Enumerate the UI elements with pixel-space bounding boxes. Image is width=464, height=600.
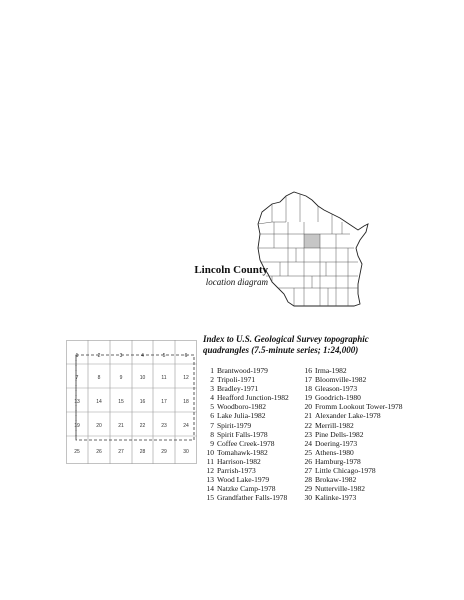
quadrangle-number: 22 bbox=[304, 420, 312, 430]
quadrangle-item bbox=[204, 439, 289, 448]
quadrangle-number: 14 bbox=[206, 484, 214, 494]
quadrangle-item bbox=[204, 484, 289, 493]
quadrangle-name: Bradley-1971 bbox=[217, 384, 259, 394]
lincoln-county-highlight bbox=[304, 234, 320, 248]
quadrangle-name: Bloomville-1982 bbox=[315, 375, 367, 385]
quadrangle-name: Merrill-1982 bbox=[315, 420, 354, 430]
quadrangle-number: 5 bbox=[210, 402, 214, 412]
quadrangle-name: Parrish-1973 bbox=[217, 466, 256, 476]
quadrangle-name: Coffee Creek-1978 bbox=[217, 438, 275, 448]
grid-cell-number: 17 bbox=[161, 399, 167, 405]
quadrangle-name: Grandfather Falls-1978 bbox=[217, 493, 288, 503]
quadrangle-name: Lake Julia-1982 bbox=[217, 411, 266, 421]
quadrangle-number: 21 bbox=[304, 411, 312, 421]
quadrangle-name: Heafford Junction-1982 bbox=[217, 393, 289, 403]
quadrangle-name: Doering-1973 bbox=[315, 438, 358, 448]
quadrangle-number: 18 bbox=[304, 384, 312, 394]
quadrangle-list-left bbox=[204, 366, 289, 502]
quadrangle-item bbox=[302, 411, 403, 420]
grid-cell-number: 9 bbox=[119, 375, 123, 381]
quadrangle-item bbox=[302, 439, 403, 448]
grid-cell-number: 5 bbox=[162, 353, 166, 359]
quadrangle-number: 19 bbox=[304, 393, 312, 403]
quadrangle-name: Pine Dells-1982 bbox=[315, 429, 364, 439]
quadrangle-item bbox=[204, 402, 289, 411]
quadrangle-item bbox=[302, 384, 403, 393]
index-title-line2: quadrangles (7.5-minute series; 1:24,000) bbox=[203, 345, 359, 355]
quadrangle-name: Fromm Lookout Tower-1978 bbox=[315, 402, 403, 412]
grid-cell-number: 4 bbox=[141, 353, 144, 359]
quadrangle-item bbox=[302, 475, 403, 484]
quadrangle-number: 30 bbox=[304, 493, 312, 503]
quadrangle-name: Natzke Camp-1978 bbox=[217, 484, 276, 494]
quadrangle-list-right bbox=[302, 366, 403, 502]
quadrangle-number: 15 bbox=[206, 493, 214, 503]
quadrangle-name: Brokaw-1982 bbox=[315, 475, 357, 485]
grid-cell-number: 15 bbox=[118, 399, 124, 405]
quadrangle-name: Nutterville-1982 bbox=[315, 484, 365, 494]
quadrangle-name: Spirit-1979 bbox=[217, 420, 252, 430]
index-title bbox=[203, 334, 443, 356]
quadrangle-name: Harrison-1982 bbox=[217, 456, 261, 466]
grid-cell-number: 23 bbox=[161, 423, 167, 429]
grid-cell-number: 11 bbox=[161, 375, 167, 381]
quadrangle-item bbox=[302, 457, 403, 466]
quadrangle-number: 12 bbox=[206, 466, 214, 476]
quadrangle-item bbox=[204, 448, 289, 457]
quadrangle-item bbox=[302, 402, 403, 411]
grid-cell-number: 21 bbox=[118, 423, 124, 429]
quadrangle-item bbox=[204, 430, 289, 439]
quadrangle-name: Alexander Lake-1978 bbox=[315, 411, 381, 421]
quadrangle-name: Tomahawk-1982 bbox=[217, 447, 268, 457]
quadrangle-number: 11 bbox=[206, 456, 214, 466]
quadrangle-number: 25 bbox=[304, 447, 312, 457]
quadrangle-number: 9 bbox=[210, 438, 214, 448]
quadrangle-name: Brantwood-1979 bbox=[217, 366, 268, 375]
grid-cell-number: 14 bbox=[96, 399, 102, 405]
quadrangle-name: Irma-1982 bbox=[315, 366, 347, 375]
quadrangle-name: Hamburg-1978 bbox=[315, 456, 361, 466]
grid-cell-number: 29 bbox=[161, 449, 167, 455]
quadrangle-item bbox=[204, 466, 289, 475]
quadrangle-name: Gleason-1973 bbox=[315, 384, 358, 394]
grid-cell-number: 30 bbox=[183, 449, 189, 455]
quadrangle-number: 16 bbox=[304, 366, 312, 375]
quadrangle-item bbox=[204, 421, 289, 430]
quadrangle-item bbox=[302, 430, 403, 439]
grid-cell-number: 10 bbox=[139, 375, 146, 381]
quadrangle-index-grid bbox=[66, 340, 197, 464]
quadrangle-item bbox=[302, 484, 403, 493]
grid-cell-number: 20 bbox=[96, 423, 102, 429]
index-title-line1: Index to U.S. Geological Survey topographic bbox=[203, 334, 369, 344]
quadrangle-item bbox=[204, 475, 289, 484]
quadrangle-number: 23 bbox=[304, 429, 312, 439]
grid-cell-number: 1 bbox=[75, 353, 79, 359]
county-boundary-dashed bbox=[76, 355, 194, 440]
quadrangle-number: 20 bbox=[304, 402, 312, 412]
quadrangle-item bbox=[204, 457, 289, 466]
location-subtitle: location diagram bbox=[205, 277, 268, 287]
location-caption bbox=[174, 264, 268, 288]
quadrangle-number: 27 bbox=[304, 466, 312, 476]
grid-cell-number: 26 bbox=[96, 449, 102, 455]
quadrangle-item bbox=[302, 448, 403, 457]
quadrangle-number: 24 bbox=[304, 438, 312, 448]
quadrangle-name: Little Chicago-1978 bbox=[315, 466, 376, 476]
quadrangle-name: Woodboro-1982 bbox=[217, 402, 266, 412]
quadrangle-number: 8 bbox=[210, 429, 214, 439]
quadrangle-number: 13 bbox=[206, 475, 214, 485]
state-outline bbox=[258, 192, 368, 306]
grid-cell-number: 28 bbox=[139, 449, 146, 455]
quadrangle-name: Wood Lake-1979 bbox=[217, 475, 270, 485]
quadrangle-item bbox=[204, 411, 289, 420]
grid-cell-number: 7 bbox=[75, 375, 79, 381]
quadrangle-number: 2 bbox=[210, 375, 214, 385]
grid-cell-number: 12 bbox=[183, 375, 189, 381]
quadrangle-item bbox=[302, 493, 403, 502]
quadrangle-number: 29 bbox=[304, 484, 312, 494]
quadrangle-number: 17 bbox=[304, 375, 312, 385]
wisconsin-location-map bbox=[254, 182, 374, 318]
quadrangle-item bbox=[302, 393, 403, 402]
grid-cell-number: 22 bbox=[139, 423, 146, 429]
quadrangle-number: 26 bbox=[304, 456, 312, 466]
quadrangle-item bbox=[302, 366, 403, 375]
county-title: Lincoln County bbox=[194, 264, 268, 276]
grid-cell-number: 3 bbox=[119, 353, 123, 359]
quadrangle-item bbox=[302, 375, 403, 384]
quadrangle-number: 4 bbox=[210, 393, 214, 403]
quadrangle-item bbox=[204, 366, 289, 375]
quadrangle-item bbox=[204, 393, 289, 402]
grid-cell-number: 19 bbox=[74, 423, 80, 429]
quadrangle-number: 7 bbox=[210, 420, 214, 430]
quadrangle-item bbox=[204, 384, 289, 393]
grid-cell-number: 27 bbox=[118, 449, 124, 455]
grid-cell-number: 13 bbox=[74, 399, 80, 405]
grid-cell-number: 2 bbox=[97, 353, 101, 359]
quadrangle-name: Kalinke-1973 bbox=[315, 493, 357, 503]
quadrangle-name: Spirit Falls-1978 bbox=[217, 429, 268, 439]
grid-cell-number: 25 bbox=[74, 449, 80, 455]
quadrangle-name: Tripoli-1971 bbox=[217, 375, 256, 385]
quadrangle-number: 28 bbox=[304, 475, 312, 485]
grid-cell-number: 6 bbox=[184, 353, 188, 359]
quadrangle-number: 6 bbox=[210, 411, 214, 421]
quadrangle-item bbox=[204, 375, 289, 384]
grid-cell-number: 16 bbox=[139, 399, 146, 405]
quadrangle-number: 1 bbox=[210, 366, 214, 375]
grid-lines bbox=[66, 340, 197, 464]
quadrangle-number: 3 bbox=[210, 384, 214, 394]
grid-cell-number: 24 bbox=[183, 423, 189, 429]
quadrangle-number: 10 bbox=[206, 447, 214, 457]
quadrangle-item bbox=[302, 466, 403, 475]
quadrangle-item bbox=[204, 493, 289, 502]
quadrangle-name: Athens-1980 bbox=[315, 447, 354, 457]
quadrangle-name: Goodrich-1980 bbox=[315, 393, 361, 403]
quadrangle-item bbox=[302, 421, 403, 430]
grid-cell-number: 18 bbox=[183, 399, 189, 405]
grid-cell-number: 8 bbox=[97, 375, 101, 381]
